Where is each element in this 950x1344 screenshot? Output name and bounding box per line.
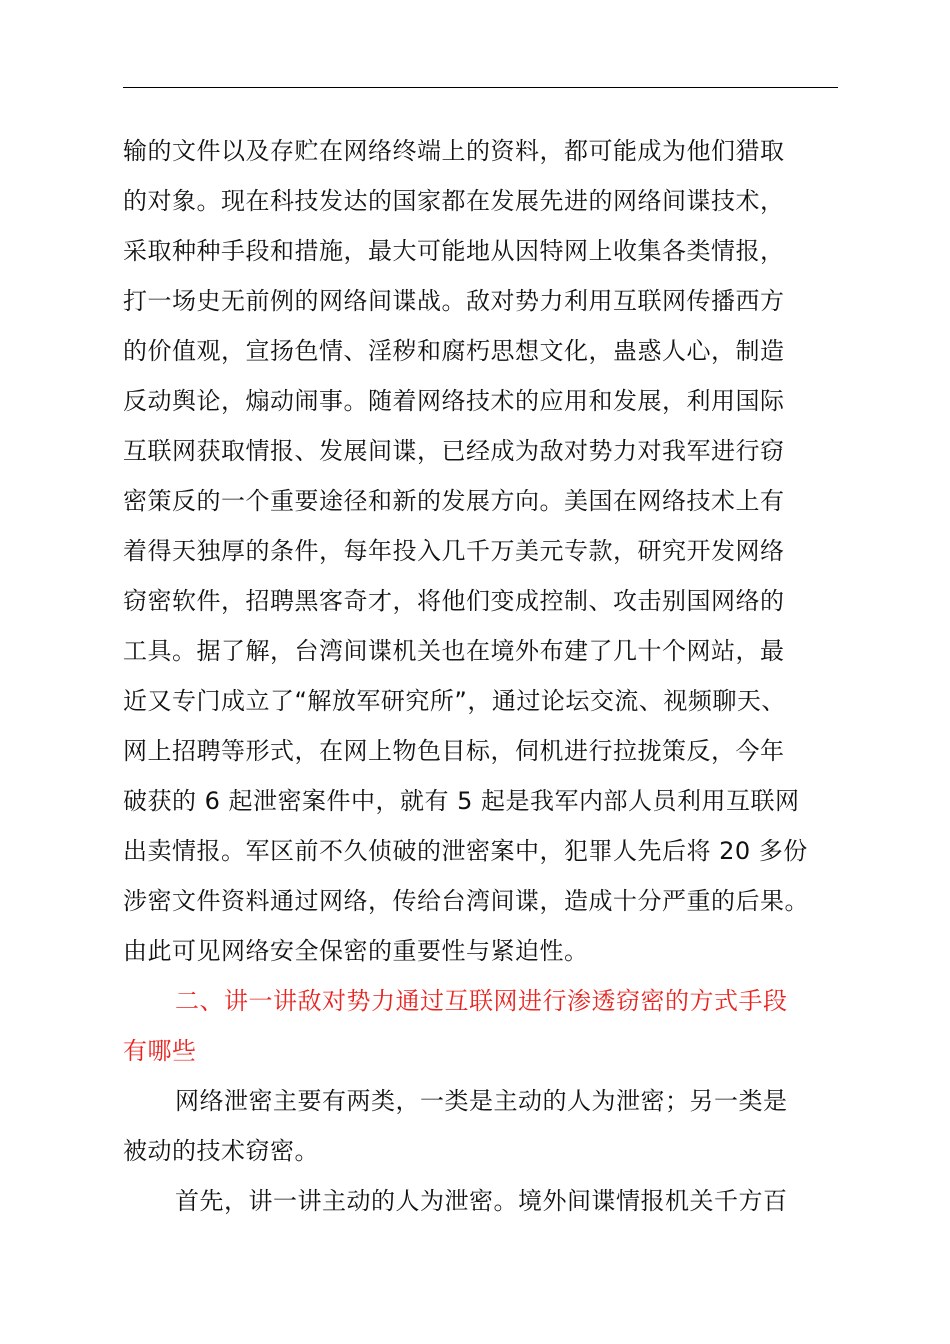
paragraph-1-line: 着得天独厚的条件，每年投入几千万美元专款，研究开发网络	[123, 537, 785, 565]
paragraph-1-line: 网上招聘等形式，在网上物色目标，伺机进行拉拢策反，今年	[123, 737, 785, 765]
paragraph-1-line: 涉密文件资料通过网络，传给台湾间谍，造成十分严重的后果。	[123, 887, 809, 915]
paragraph-1-line: 出卖情报。军区前不久侦破的泄密案中，犯罪人先后将 20 多份	[123, 837, 808, 865]
paragraph-1-line: 互联网获取情报、发展间谍，已经成为敌对势力对我军进行窃	[123, 437, 785, 465]
paragraph-2-line: 网络泄密主要有两类，一类是主动的人为泄密；另一类是	[175, 1087, 788, 1115]
paragraph-2-line: 被动的技术窃密。	[123, 1137, 319, 1165]
paragraph-1-line: 近又专门成立了“解放军研究所”，通过论坛交流、视频聊天、	[123, 687, 786, 715]
header-rule	[123, 87, 838, 88]
paragraph-1-line: 反动舆论，煽动闹事。随着网络技术的应用和发展，利用国际	[123, 387, 785, 415]
body-text	[123, 126, 863, 1226]
paragraph-1-line: 的对象。现在科技发达的国家都在发展先进的网络间谍技术，	[123, 187, 785, 215]
section-heading-line: 二、讲一讲敌对势力通过互联网进行渗透窃密的方式手段	[175, 987, 788, 1015]
paragraph-1-line: 工具。据了解，台湾间谍机关也在境外布建了几十个网站，最	[123, 637, 785, 665]
paragraph-1-line: 密策反的一个重要途径和新的发展方向。美国在网络技术上有	[123, 487, 785, 515]
paragraph-1-line: 窃密软件，招聘黑客奇才，将他们变成控制、攻击别国网络的	[123, 587, 785, 615]
paragraph-1-line: 由此可见网络安全保密的重要性与紧迫性。	[123, 937, 589, 965]
paragraph-3-line: 首先，讲一讲主动的人为泄密。境外间谍情报机关千方百	[175, 1187, 788, 1215]
section-heading-line: 有哪些	[123, 1037, 197, 1065]
paragraph-1-line: 打一场史无前例的网络间谍战。敌对势力利用互联网传播西方	[123, 287, 785, 315]
paragraph-1-line: 的价值观，宣扬色情、淫秽和腐朽思想文化，蛊惑人心，制造	[123, 337, 785, 365]
paragraph-1-line: 破获的 6 起泄密案件中，就有 5 起是我军内部人员利用互联网	[123, 787, 800, 815]
paragraph-1-line: 采取种种手段和措施，最大可能地从因特网上收集各类情报，	[123, 237, 785, 265]
paragraph-1-line: 输的文件以及存贮在网络终端上的资料，都可能成为他们猎取	[123, 137, 785, 165]
